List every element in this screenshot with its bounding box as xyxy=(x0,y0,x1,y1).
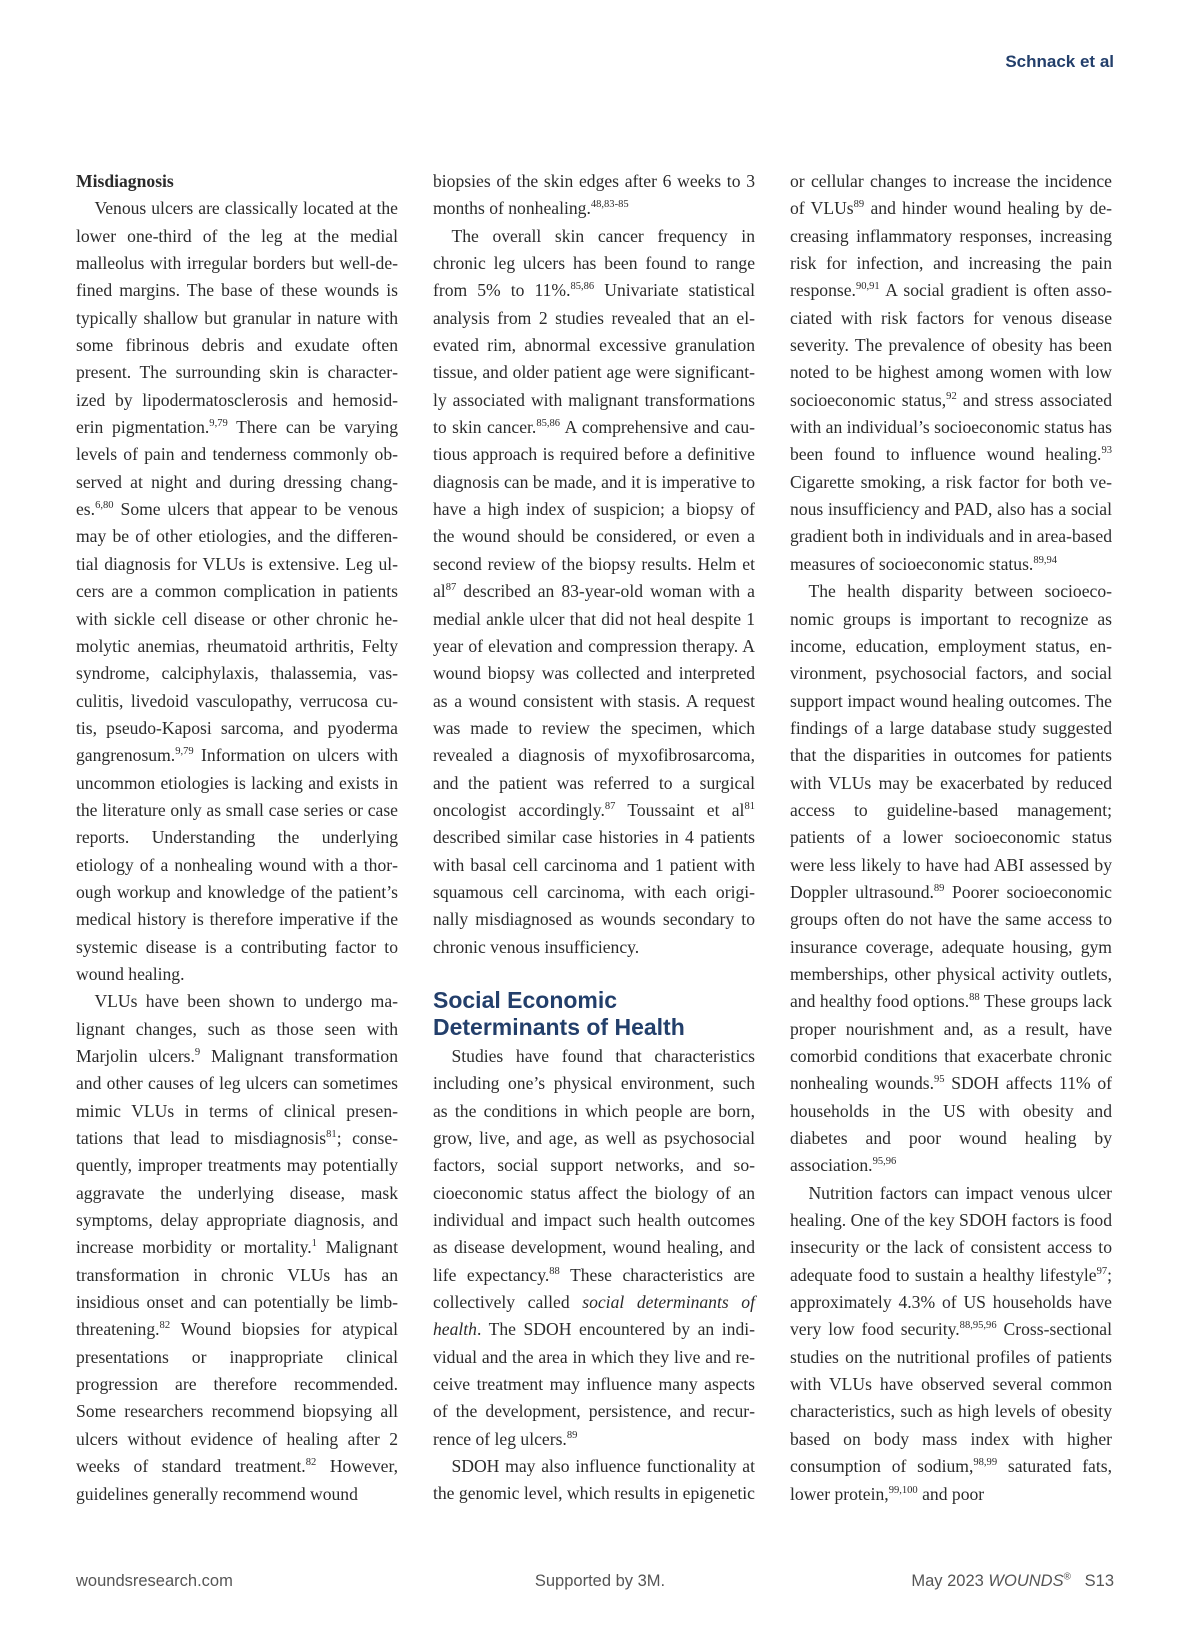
text-run: A comprehensive and cautious approach is required before a definitive diagnosis can be made, and it is imperative to have a high index of suspicion; a biopsy of the wound should be considered, or even a second review of the biopsy results. Helm et al xyxy=(433,417,755,602)
text-run: and hinder wound healing by decreasing inflammatory responses, increasing risk for infection, and increasing the pain response. xyxy=(790,198,1112,301)
text-run: However, guidelines generally recommend wound xyxy=(76,1456,398,1504)
footer-support-note: Supported by 3M. xyxy=(534,1572,666,1590)
text-run: or cellular changes to increase the incidence of VLUs xyxy=(790,171,1112,219)
text-run: There can be varying levels of pain and tenderness commonly observed at night and during dressing changes. xyxy=(76,417,399,520)
footer-journal-name: WOUNDS xyxy=(988,1572,1064,1590)
paragraph xyxy=(76,195,398,988)
citation: 85,86 xyxy=(536,418,561,430)
citation: 87 xyxy=(604,801,616,813)
citation: 82 xyxy=(159,1320,171,1332)
citation: 99,100 xyxy=(888,1484,918,1496)
text-run: Malignant transformation in chronic VLUs has an insidious onset and can potentially be limb-threatening. xyxy=(76,1237,398,1340)
text-run: Univariate statistical analysis from 2 studies revealed that an elevated rim, abnormal excessive granulation tissue, and older patient age were significantly associated with malignant transformations to skin cancer. xyxy=(433,280,755,438)
citation: 92 xyxy=(946,390,957,402)
text-run: described an 83-year-old woman with a medial ankle ulcer that did not heal despite 1 year of elevation and compression therapy. A wound biopsy was collected and interpreted as a wound consistent with stasis. A request was made to review the specimen, which revealed a diagnosis of myxofibrosarcoma, and the patient was referred to a surgical oncologist accordingly. xyxy=(433,581,755,820)
text-run: Cross-sectional studies on the nutritional profiles of patients with VLUs have observed several common characteristics, such as high levels of obesity based on body mass index with higher consumption of sodium, xyxy=(790,1319,1113,1477)
section-heading: Social Economic Determinants of Health xyxy=(433,986,685,1040)
citation: 89 xyxy=(566,1429,578,1441)
text-run: Nutrition factors can impact venous ulcer healing. One of the key SDOH factors is food insecurity or the lack of consistent access to adequate food to sustain a healthy lifestyle xyxy=(790,1182,1112,1285)
citation: 81 xyxy=(326,1129,337,1141)
column-2 xyxy=(433,168,755,1508)
citation: 95,96 xyxy=(872,1156,897,1168)
citation: 97 xyxy=(1096,1265,1108,1277)
text-run: Toussaint et al xyxy=(615,799,745,820)
text-run: ; approximately 4.3% of US households have very low food security. xyxy=(790,1264,1112,1340)
text-run: The health disparity between socioeconomic groups is important to recognize as income, education, employment status, environment, psychosocial factors, and social support impact wound healing outcomes. The findings of a large database study suggested that the disparities in outcomes for patients with VLUs may be exacerbated by reduced access to guideline-based management; patients of a lower socioeconomic status were less likely to have had ABI assessed by Doppler ultrasound. xyxy=(790,581,1112,902)
footer-website: woundsresearch.com xyxy=(76,1572,233,1590)
citation: 89 xyxy=(853,199,865,211)
citation: 89 xyxy=(933,883,945,895)
subheading-misdiagnosis: Misdiagnosis xyxy=(76,171,174,191)
citation: 95 xyxy=(934,1074,945,1086)
citation: 48,83-85 xyxy=(590,199,629,211)
paragraph xyxy=(433,223,755,961)
citation: 9 xyxy=(194,1047,201,1059)
citation: 88 xyxy=(969,992,980,1004)
text-run: SDOH affects 11% of households in the US with obesity and diabetes and poor wound healing by association. xyxy=(790,1073,1112,1176)
text-run: Poorer socioeconomic groups often do not have the same access to insurance coverage, adequate housing, gym memberships, other physical activity outlets, and healthy food options. xyxy=(790,881,1112,1012)
text-run: Wound biopsies for atypical presentations or inappropriate clinical progression are therefore recommended. Some researchers recommend biopsying all ulcers without evidence of healing after 2 weeks of standard treatment. xyxy=(76,1319,398,1477)
text-run: Studies have found that characteristics including one’s physical environment, such as the conditions in which people are born, grow, live, and age, as well as psychosocial factors, social support networks, and socioeconomic status affect the biology of an individual and impact such health outcomes as disease development, wound healing, and life expectancy. xyxy=(433,1045,755,1285)
citation: 9,79 xyxy=(209,418,228,430)
text-run: saturated fats, lower protein, xyxy=(790,1456,1112,1504)
paragraph xyxy=(76,988,398,1508)
text-run: biopsies of the skin edges after 6 weeks to 3 months of nonhealing. xyxy=(433,171,755,219)
paragraph xyxy=(433,168,755,223)
citation: 98,99 xyxy=(973,1457,998,1469)
footer-page-number: S13 xyxy=(1084,1572,1114,1590)
text-run: These groups lack proper nourishment and, as a result, have comorbid conditions that exacerbate chronic nonhealing wounds. xyxy=(790,991,1112,1094)
text-run: A social gradient is often associated with risk factors for venous disease severity. The prevalence of obesity has been noted to be highest among women with low socioeconomic status, xyxy=(790,280,1112,410)
footer-issue-info xyxy=(911,1572,1114,1591)
column-3 xyxy=(790,168,1112,1508)
citation: 87 xyxy=(445,582,457,594)
paragraph xyxy=(433,1043,755,1453)
column-1 xyxy=(76,168,398,1508)
text-run: and stress associated with an individual’s socioeconomic status has been found to influence wound healing. xyxy=(790,389,1113,465)
paragraph xyxy=(790,1180,1112,1508)
text-run: Information on ulcers with uncommon etiologies is lacking and exists in the literature only as small case series or case reports. Understanding the underlying etiology of a nonhealing wound with a thorough workup and knowledge of the patient’s medical history is therefore imperative if the systemic disease is a contributing factor to wound healing. xyxy=(76,745,398,984)
text-run: and poor xyxy=(917,1483,985,1504)
citation: 90,91 xyxy=(855,281,880,293)
citation: 88,95,96 xyxy=(959,1320,997,1332)
citation: 88 xyxy=(549,1265,560,1277)
text-run: . The SDOH encountered by an individual and the area in which they live and receive treatment may influence many aspects of the development, persistence, and recurrence of leg ulcers. xyxy=(433,1319,755,1449)
text-run: described similar case histories in 4 patients with basal cell carcinoma and 1 patient with squamous cell carcinoma, with each originally misdiagnosed as wounds secondary to chronic venous insufficiency. xyxy=(433,827,755,957)
citation: 85,86 xyxy=(570,281,595,293)
citation: 1 xyxy=(311,1238,317,1250)
running-head: Schnack et al xyxy=(1005,52,1114,71)
citation: 81 xyxy=(744,801,755,813)
text-run: Some ulcers that appear to be venous may be of other etiologies, and the differential diagnosis for VLUs is extensive. Leg ulcers are a common complication in patients with sickle cell disease or other chronic hemolytic anemias, rheumatoid arthritis, Felty syndrome, calciphylaxis, thalassemia, vasculitis, livedoid vasculopathy, verrucosa cutis, pseudo-Kaposi sarcoma, and pyoderma gangrenosum. xyxy=(76,499,398,766)
footer-issue-date: May 2023 xyxy=(911,1572,984,1590)
text-run: Cigarette smoking, a risk factor for both venous insufficiency and PAD, also has a social gradient both in individuals and in area-based measures of socioeconomic status. xyxy=(790,471,1112,574)
paragraph xyxy=(790,168,1112,578)
citation: 93 xyxy=(1101,445,1112,457)
emphasis: social determinants of health xyxy=(433,1292,755,1340)
text-run: SDOH may also influence functionality at the genomic level, which results in epigenetic xyxy=(433,1456,755,1504)
paragraph xyxy=(790,578,1112,1180)
registered-mark: ® xyxy=(1063,1571,1071,1583)
text-run: The overall skin cancer frequency in chronic leg ulcers has been found to range from 5% to 11%. xyxy=(433,225,755,301)
text-run: Venous ulcers are classically located at the lower one-third of the leg at the medial malleolus with irregular borders but well-defined margins. The base of these wounds is typically shallow but granular in nature with some fibrinous debris and exudate often present. The surrounding skin is characterized by lipodermatosclerosis and hemosiderin pigmentation. xyxy=(76,198,398,438)
citation: 6,80 xyxy=(95,500,114,512)
citation: 9,79 xyxy=(175,746,194,758)
paragraph xyxy=(433,1453,755,1508)
citation: 82 xyxy=(305,1457,317,1469)
text-run: These characteristics are collectively called xyxy=(433,1264,755,1313)
citation: 89,94 xyxy=(1033,554,1058,566)
text-run: Malignant transformation and other causes of leg ulcers can sometimes mimic VLUs in terms of clinical presentations that lead to misdiagnosis xyxy=(76,1046,398,1149)
text-run: ; consequently, improper treatments may potentially aggravate the underlying disease, mask symptoms, delay appropriate diagnosis, and increase morbidity or mortality. xyxy=(76,1128,398,1258)
text-run: VLUs have been shown to undergo malignant changes, such as those seen with Marjolin ulcers. xyxy=(76,991,398,1066)
